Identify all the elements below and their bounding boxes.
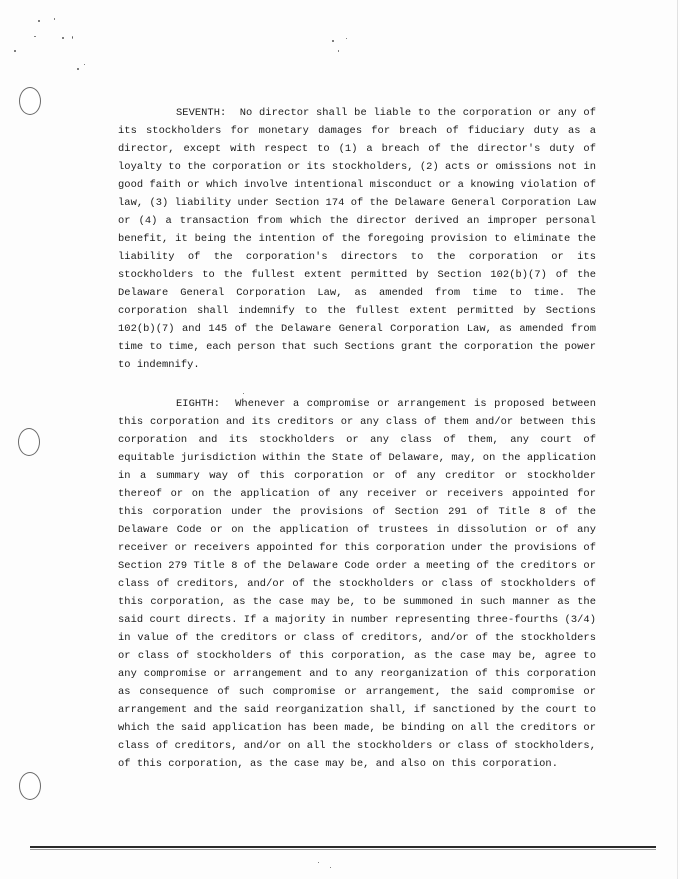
scan-speck [346, 38, 347, 39]
scan-speck [62, 37, 64, 39]
paragraph-body: Whenever a compromise or arrangement is proposed between this corporation and its creditors or any class of them and/or between this corporation and its stockholders or any class of them, any court of equitable jurisdiction within the State of Delaware, may, on the application in a summary way of this corporation or of any creditor or stockholder thereof or on the application of any receiver or receivers appointed for this corporation under the provisions of Section 291 of Title 8 of the Delaware Code or on the application of trustees in dissolution or of any receiver or receivers appointed for this corporation under the provisions of Section 279 Title 8 of the Delaware Code order a meeting of the creditors or class of creditors, and/or of the stockholders or class of stockholders of this corporation, as the case may be, to be summoned in such manner as the said court directs. If a majority in number representing three-fourths (3/4) in value of the creditors or class of creditors, and/or of the stockholders or class of stockholders of this corporation, as the case may be, agree to any compromise or arrangement and to any reorganization of this corporation as consequence of such compromise or arrangement, the said compromise or arrangement and the said reorganization shall, if sanctioned by the court to which the said application has been made, be binding on all the creditors or class of creditors, and/or on all the stockholders or class of stockholders, of this corporation, as the case may be, and also on this corporation. [118, 398, 597, 770]
scan-speck [72, 36, 73, 39]
scan-edge [677, 0, 678, 879]
scan-speck [38, 20, 40, 22]
scan-speck [77, 68, 79, 70]
scan-speck [54, 18, 55, 20]
scan-speck [338, 50, 339, 52]
paragraph-heading: SEVENTH: [176, 107, 227, 119]
scan-speck [243, 393, 244, 394]
paragraph-eighth [118, 395, 596, 773]
scan-speck [330, 867, 331, 868]
scan-speck [318, 862, 319, 863]
bottom-rule [30, 846, 656, 848]
binder-hole-top [19, 87, 41, 115]
scan-speck [14, 50, 16, 52]
paragraph-heading: EIGHTH: [176, 398, 220, 410]
scan-speck [34, 36, 36, 37]
scan-speck [84, 64, 85, 65]
bottom-rule-shadow [30, 849, 656, 850]
scan-speck [332, 40, 334, 42]
binder-hole-bottom [19, 772, 41, 800]
paragraph-seventh [118, 104, 596, 374]
paragraph-body: No director shall be liable to the corporation or any of its stockholders for monetary damages for breach of fiduciary duty as a director, except with respect to (1) a breach of the director's duty of loyalty to the corporation or its stockholders, (2) acts or omissions not in good faith or which involve intentional misconduct or a knowing violation of law, (3) liability under Section 174 of the Delaware General Corporation Law or (4) a transaction from which the director derived an improper personal benefit, it being the intention of the foregoing provision to eliminate the liability of the corporation's directors to the corporation or its stockholders to the fullest extent permitted by Section 102(b)(7) of the Delaware General Corporation Law, as amended from time to time. The corporation shall indemnify to the fullest extent permitted by Sections 102(b)(7) and 145 of the Delaware General Corporation Law, as amended from time to time, each person that such Sections grant the corporation the power to indemnify. [118, 107, 596, 371]
binder-hole-middle [18, 428, 40, 456]
